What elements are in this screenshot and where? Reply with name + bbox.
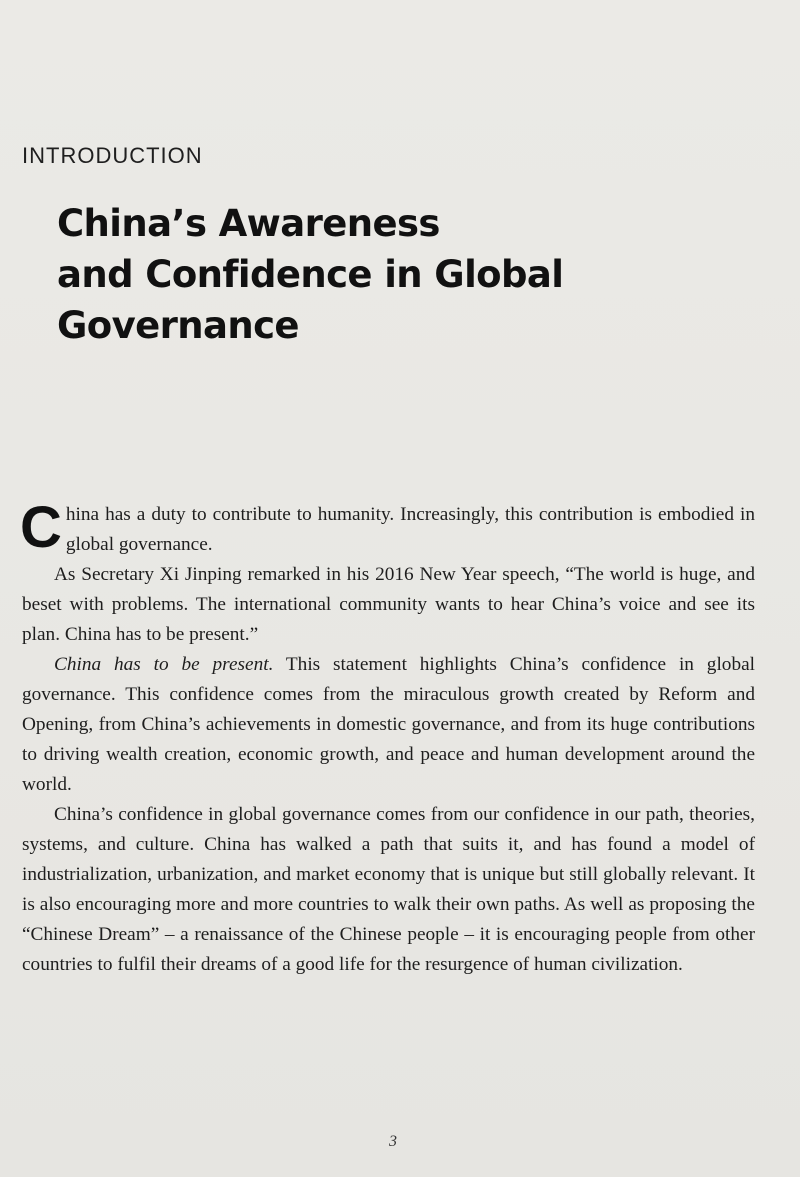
chapter-label: INTRODUCTION: [22, 143, 203, 168]
paragraph-4: [22, 800, 755, 980]
paragraph-2-text: As Secretary Xi Jinping remarked in his 2016 New Year speech, “The world is huge, and beset with problems. The international community wants to hear China’s voice and see its plan. China has to be present.”: [22, 564, 755, 645]
paragraph-2: [22, 560, 755, 650]
chapter-title-line-1: China’s Awareness: [57, 202, 440, 245]
page-number: 3: [389, 1133, 397, 1150]
paragraph-1: [20, 495, 755, 560]
paragraph-3-italic-lead: China has to be present.: [54, 654, 274, 675]
paragraph-4-text: China’s confidence in global governance comes from our confidence in our path, theories, systems, and culture. China has walked a path that suits it, and has found a model of industrialization, urbanization, and market economy that is unique but still globally relevant. It is also encouraging more and more countries to walk their own paths. As well as proposing the “Chinese Dream” – a renaissance of the Chinese people – it is encouraging people from other countries to fulfil their dreams of a good life for the resurgence of human civilization.: [22, 804, 755, 975]
body-text: [20, 495, 755, 980]
drop-cap: C: [20, 495, 62, 560]
paragraph-3: [22, 650, 755, 800]
paragraph-3-text: This statement highlights China’s confidence in global governance. This confidence comes from the miraculous growth created by Reform and Opening, from China’s achievements in domestic governance, and from its huge contributions to driving wealth creation, economic growth, and peace and human development around the world.: [22, 654, 755, 795]
paragraph-1-text: hina has a duty to contribute to humanity. Increasingly, this contribution is embodied in global governance.: [65, 504, 755, 555]
chapter-title: [57, 198, 757, 351]
chapter-title-line-2: and Confidence in Global: [57, 253, 564, 296]
chapter-title-line-3: Governance: [57, 304, 299, 347]
